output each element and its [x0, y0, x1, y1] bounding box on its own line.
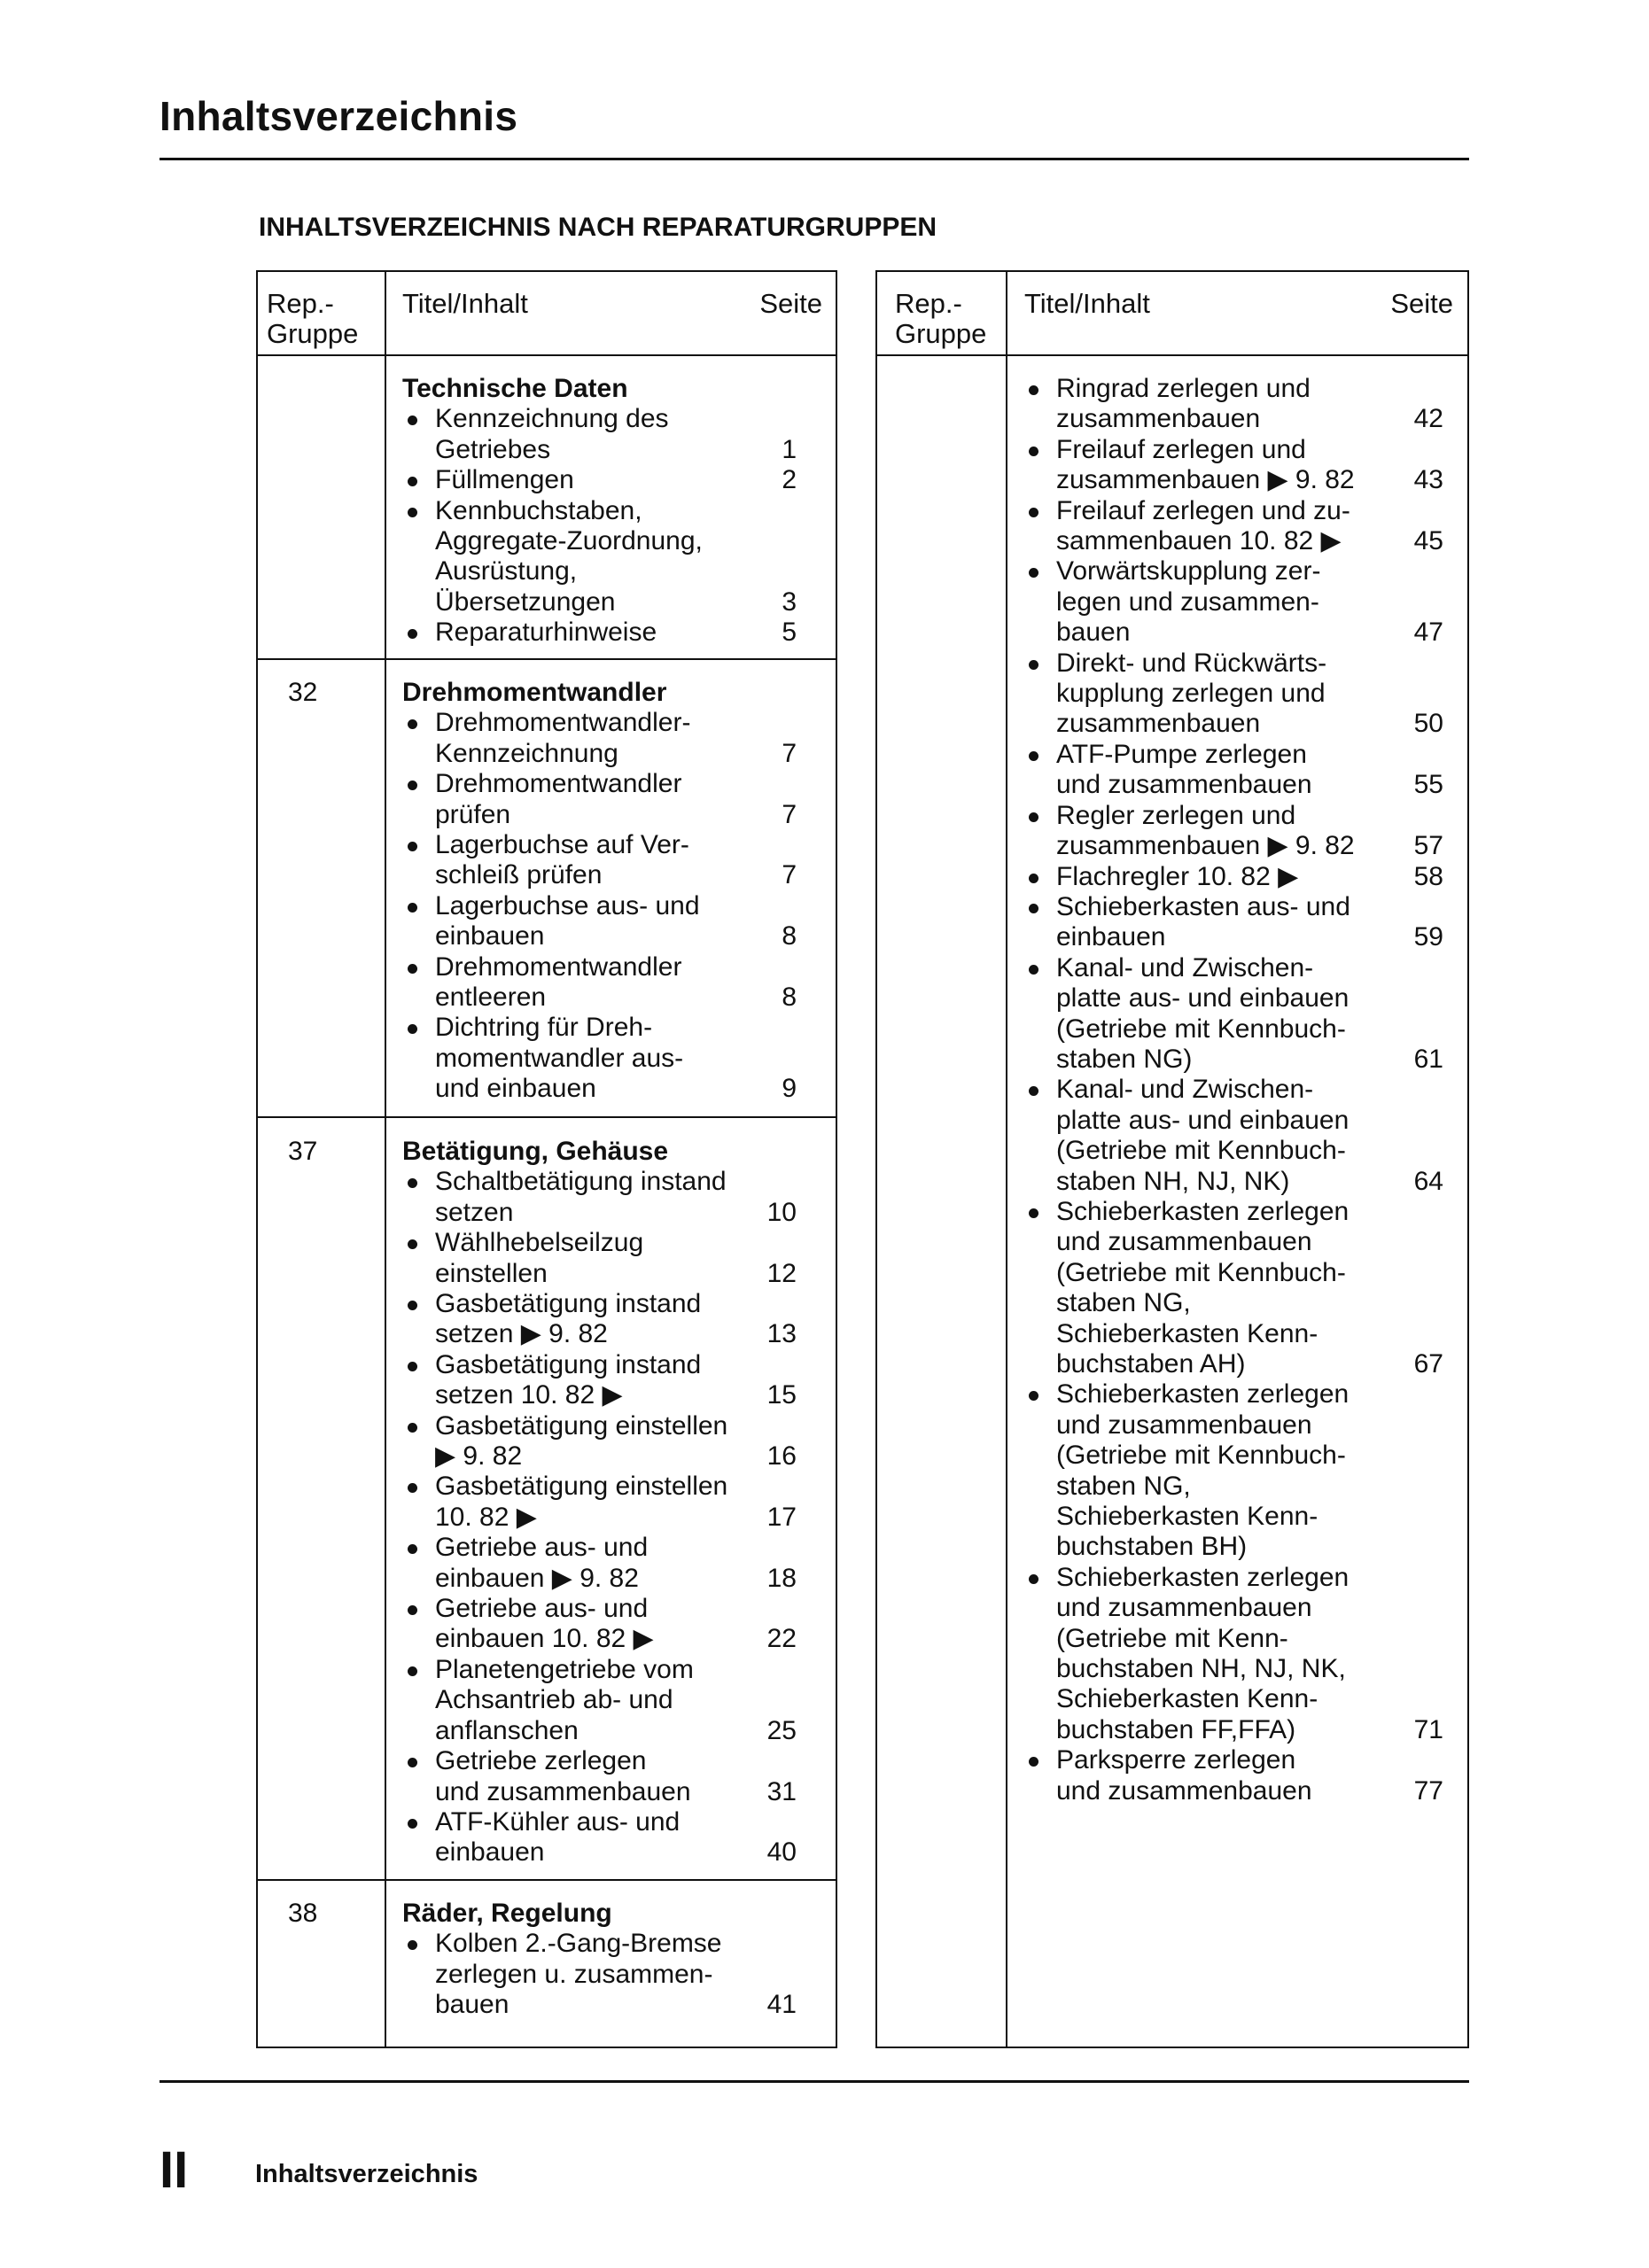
toc-entry — [1023, 892, 1443, 953]
entry-title: Flachregler 10. 82 ▶ — [1056, 861, 1299, 891]
entry-title: Wählhebelseilzug einstellen — [435, 1228, 644, 1288]
section-divider — [258, 1879, 836, 1881]
header-seite: Seite — [759, 288, 822, 319]
entry-page-number: 13 — [766, 1319, 797, 1349]
header-rep-gruppe: Rep.- Gruppe — [267, 288, 359, 349]
bottom-rule — [159, 2080, 1469, 2083]
entry-title: Getriebe aus- und einbauen ▶ 9. 82 — [435, 1533, 649, 1593]
entry-page-number: 31 — [766, 1776, 797, 1806]
entry-page-number: 9 — [782, 1074, 797, 1104]
toc-entry — [1023, 1379, 1443, 1562]
bullet-icon — [1029, 385, 1038, 395]
bullet-icon — [408, 1940, 417, 1950]
toc-entry — [402, 1807, 797, 1868]
bullet-icon — [408, 1362, 417, 1371]
bullet-icon — [408, 1544, 417, 1554]
entry-title: Schieberkasten zerlegen und zusammenbauen (Getriebe mit Kennbuch- staben NG, Schieberkasten Kenn- buchstaben AH) — [1056, 1196, 1350, 1379]
entry-page-number: 17 — [766, 1502, 797, 1532]
bullet-icon — [1029, 447, 1038, 456]
toc-entry — [402, 404, 797, 465]
entry-page-number: 1 — [782, 434, 797, 464]
column-divider — [1006, 272, 1007, 2047]
toc-section — [402, 1137, 797, 1868]
bullet-icon — [408, 1605, 417, 1615]
section-title: Drehmomentwandler — [402, 678, 667, 707]
entry-title: Reparaturhinweise — [435, 617, 657, 648]
entry-page-number: 10 — [766, 1197, 797, 1227]
entry-title: Lagerbuchse auf Ver- schleiß prüfen — [435, 830, 689, 890]
toc-entry — [1023, 1197, 1443, 1379]
entry-title: Gasbetätigung einstellen ▶ 9. 82 — [435, 1410, 728, 1472]
entry-page-number: 7 — [782, 860, 797, 890]
toc-entry — [402, 617, 797, 648]
bullet-icon — [408, 508, 417, 517]
toc-entry — [1023, 556, 1443, 648]
bullet-icon — [408, 1819, 417, 1829]
toc-entry — [402, 830, 797, 891]
toc-section — [1023, 374, 1443, 1806]
toc-entry — [402, 1594, 797, 1655]
bullet-icon — [408, 1178, 417, 1188]
entry-page-number: 18 — [766, 1563, 797, 1593]
bullet-icon — [408, 1239, 417, 1249]
footer-label: Inhaltsverzeichnis — [255, 2160, 478, 2188]
toc-entry — [1023, 496, 1443, 557]
entry-page-number: 71 — [1413, 1714, 1443, 1744]
entry-page-number: 40 — [766, 1837, 797, 1868]
toc-entry — [1023, 801, 1443, 862]
entry-title: Direkt- und Rückwärts- kupplung zerlegen und zusammenbauen — [1056, 648, 1327, 739]
bullet-icon — [1029, 1757, 1038, 1767]
entry-page-number: 8 — [782, 921, 797, 951]
bullet-icon — [408, 903, 417, 913]
entry-title: Kanal- und Zwischen- platte aus- und einbauen (Getriebe mit Kennbuch- staben NH, NJ, NK) — [1056, 1075, 1350, 1196]
toc-entry — [402, 496, 797, 618]
entry-title: Schieberkasten aus- und einbauen — [1056, 891, 1350, 952]
bullet-icon — [408, 1024, 417, 1034]
toc-entry — [402, 1533, 797, 1594]
entry-page-number: 15 — [766, 1380, 797, 1410]
entry-title: Planetengetriebe vom Achsantrieb ab- und anflanschen — [435, 1654, 694, 1745]
entry-title: ATF-Kühler aus- und einbauen — [435, 1806, 681, 1868]
bullet-icon — [1029, 1086, 1038, 1096]
entry-page-number: 61 — [1413, 1044, 1443, 1074]
column-divider — [385, 272, 386, 2047]
entry-title: Regler zerlegen und zusammenbauen ▶ 9. 82 — [1056, 800, 1355, 861]
entry-page-number: 41 — [766, 1990, 797, 2020]
header-titel-inhalt: Titel/Inhalt — [1024, 288, 1150, 319]
bullet-icon — [408, 1423, 417, 1433]
toc-entry — [402, 1350, 797, 1411]
entry-title: Gasbetätigung instand setzen ▶ 9. 82 — [435, 1289, 702, 1349]
toc-section — [402, 1899, 797, 2021]
toc-entry — [1023, 374, 1443, 435]
entry-title: Getriebe zerlegen und zusammenbauen — [435, 1746, 691, 1806]
bullet-icon — [1029, 874, 1038, 883]
entry-page-number: 67 — [1413, 1349, 1443, 1379]
entry-title: Dichtring für Dreh- momentwandler aus- und einbauen — [435, 1013, 684, 1104]
entry-page-number: 58 — [1413, 861, 1443, 891]
header-titel-inhalt: Titel/Inhalt — [402, 288, 528, 319]
toc-entry — [402, 708, 797, 769]
bullet-icon — [408, 842, 417, 851]
section-divider — [258, 1116, 836, 1118]
toc-entry — [402, 1228, 797, 1289]
toc-entry — [1023, 435, 1443, 496]
entry-title: ATF-Pumpe zerlegen und zusammenbauen — [1056, 739, 1312, 800]
bullet-icon — [408, 1483, 417, 1493]
group-number: 37 — [288, 1137, 318, 1166]
entry-page-number: 7 — [782, 799, 797, 829]
entry-page-number: 64 — [1413, 1166, 1443, 1196]
bullet-icon — [408, 477, 417, 486]
entry-title: Gasbetätigung instand setzen 10. 82 ▶ — [435, 1349, 702, 1410]
entry-title: Getriebe aus- und einbauen 10. 82 ▶ — [435, 1594, 654, 1654]
bullet-icon — [1029, 660, 1038, 670]
toc-table-right — [875, 270, 1469, 2048]
bullet-icon — [1029, 508, 1038, 517]
top-rule — [159, 158, 1469, 160]
entry-page-number: 50 — [1413, 709, 1443, 739]
bullet-icon — [408, 719, 417, 729]
toc-entry — [1023, 862, 1443, 892]
entry-title: Kolben 2.-Gang-Bremse zerlegen u. zusammen- bauen — [435, 1929, 722, 2020]
entry-page-number: 77 — [1413, 1775, 1443, 1806]
toc-entry — [402, 1289, 797, 1350]
entry-title: Schieberkasten zerlegen und zusammenbauen (Getriebe mit Kenn- buchstaben NH, NJ, NK, Schieberkasten Kenn- buchstaben FF,FFA) — [1056, 1562, 1350, 1744]
toc-section — [402, 678, 797, 1105]
bullet-icon — [1029, 1574, 1038, 1584]
entry-page-number: 45 — [1413, 526, 1443, 556]
entry-page-number: 42 — [1413, 404, 1443, 434]
section-heading: INHALTSVERZEICHNIS NACH REPARATURGRUPPEN — [259, 213, 937, 242]
toc-entry — [1023, 1563, 1443, 1745]
bullet-icon — [408, 964, 417, 974]
entry-page-number: 3 — [782, 586, 797, 617]
bullet-icon — [408, 416, 417, 425]
toc-entry — [1023, 1745, 1443, 1806]
bullet-icon — [408, 1758, 417, 1767]
toc-entry — [1023, 649, 1443, 740]
bullet-icon — [1029, 568, 1038, 578]
toc-entry — [402, 1472, 797, 1533]
entry-title: Kennbuchstaben, Aggregate-Zuordnung, Ausrüstung, Übersetzungen — [435, 495, 703, 617]
entry-title: Kennzeichnung des Getriebes — [435, 404, 669, 464]
section-divider — [258, 658, 836, 660]
entry-page-number: 25 — [766, 1715, 797, 1745]
page-title: Inhaltsverzeichnis — [159, 93, 518, 139]
toc-entry — [402, 1411, 797, 1472]
group-number: 32 — [288, 678, 318, 707]
entry-page-number: 16 — [766, 1441, 797, 1472]
section-title: Betätigung, Gehäuse — [402, 1137, 669, 1166]
entry-title: Drehmomentwandler entleeren — [435, 951, 682, 1013]
toc-table-left — [256, 270, 837, 2048]
toc-entry — [402, 769, 797, 830]
entry-title: Ringrad zerlegen und zusammenbauen — [1056, 374, 1311, 434]
header-rep-gruppe: Rep.- Gruppe — [895, 288, 987, 349]
header-divider — [258, 354, 836, 356]
entry-page-number: 43 — [1413, 465, 1443, 495]
toc-entry — [1023, 740, 1443, 801]
toc-entry — [402, 891, 797, 952]
entry-title: Lagerbuchse aus- und einbauen — [435, 890, 700, 951]
entry-title: Parksperre zerlegen und zusammenbauen — [1056, 1745, 1312, 1806]
toc-entry — [402, 1013, 797, 1104]
bullet-icon — [1029, 751, 1038, 761]
header-seite: Seite — [1390, 288, 1453, 319]
entry-page-number: 7 — [782, 738, 797, 768]
bullet-icon — [1029, 1391, 1038, 1401]
entry-page-number: 57 — [1413, 831, 1443, 861]
bullet-icon — [1029, 904, 1038, 913]
toc-entry — [402, 1655, 797, 1746]
page-number: II — [159, 2141, 189, 2199]
entry-page-number: 55 — [1413, 770, 1443, 800]
toc-entry — [402, 1929, 797, 2020]
bullet-icon — [408, 1301, 417, 1310]
entry-title: Freilauf zerlegen und zusammenbauen ▶ 9. 82 — [1056, 434, 1355, 495]
entry-page-number: 2 — [782, 465, 797, 495]
entry-title: Kanal- und Zwischen- platte aus- und einbauen (Getriebe mit Kennbuch- staben NG) — [1056, 952, 1350, 1074]
toc-section — [402, 374, 797, 649]
toc-entry — [402, 952, 797, 1014]
entry-page-number: 22 — [766, 1624, 797, 1654]
entry-title: Füllmengen — [435, 465, 574, 495]
toc-entry — [402, 1167, 797, 1228]
entry-page-number: 5 — [782, 617, 797, 648]
entry-page-number: 12 — [766, 1258, 797, 1288]
group-number: 38 — [288, 1899, 318, 1928]
bullet-icon — [1029, 965, 1038, 975]
toc-entry — [1023, 1075, 1443, 1197]
section-title: Räder, Regelung — [402, 1899, 612, 1928]
toc-entry — [1023, 953, 1443, 1076]
section-title: Technische Daten — [402, 374, 628, 403]
entry-title: Freilauf zerlegen und zu- sammenbauen 10. 82 ▶ — [1056, 495, 1350, 556]
entry-title: Vorwärtskupplung zer- legen und zusammen- bauen — [1056, 556, 1321, 648]
bullet-icon — [1029, 812, 1038, 822]
bullet-icon — [408, 1666, 417, 1676]
bullet-icon — [1029, 1208, 1038, 1218]
entry-title: Drehmomentwandler prüfen — [435, 769, 682, 829]
entry-title: Schaltbetätigung instand setzen — [435, 1167, 727, 1227]
entry-page-number: 8 — [782, 983, 797, 1013]
bullet-icon — [408, 629, 417, 639]
entry-page-number: 59 — [1413, 922, 1443, 952]
entry-title: Drehmomentwandler- Kennzeichnung — [435, 708, 691, 768]
bullet-icon — [408, 781, 417, 790]
entry-title: Schieberkasten zerlegen und zusammenbauen (Getriebe mit Kennbuch- staben NG, Schieberkasten Kenn- buchstaben BH) — [1056, 1379, 1350, 1562]
toc-entry — [402, 1746, 797, 1807]
entry-title: Gasbetätigung einstellen 10. 82 ▶ — [435, 1472, 728, 1532]
toc-entry — [402, 465, 797, 495]
header-divider — [877, 354, 1467, 356]
entry-page-number: 47 — [1413, 617, 1443, 648]
